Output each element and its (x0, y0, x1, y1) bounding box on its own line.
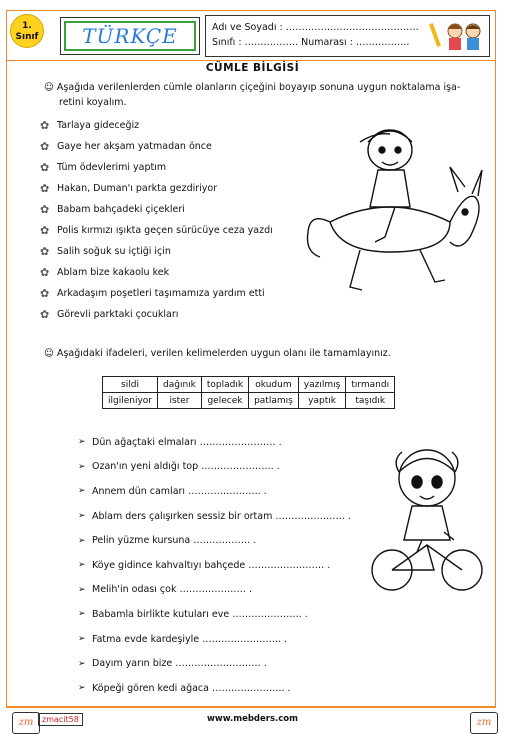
fill-in-item (78, 578, 378, 603)
arrow-bullet-icon: ➢ (78, 634, 86, 645)
word-cell: topladık (201, 377, 248, 393)
fill-in-item (78, 651, 378, 676)
flower-icon[interactable]: ✿ (40, 266, 50, 279)
grade-number: 1. (22, 21, 32, 31)
sentence-item (40, 241, 310, 262)
sentence-item (40, 283, 310, 304)
word-bank-table (102, 376, 395, 409)
fill-in-text[interactable]: Köpeği gören kedi ağaca ………………….. . (92, 682, 291, 694)
fill-in-text[interactable]: Annem dün camları ………………….. . (92, 485, 267, 497)
arrow-bullet-icon: ➢ (78, 437, 86, 448)
sentence-item (40, 136, 310, 157)
word-cell: ilgileniyor (103, 393, 158, 409)
flower-icon[interactable]: ✿ (40, 287, 50, 300)
kids-icon (429, 19, 485, 53)
fill-in-text[interactable]: Melih'in odası çok ………………… . (92, 584, 253, 596)
girl-on-bicycle-illustration (362, 440, 487, 600)
zm-logo-left: zm (12, 712, 40, 734)
word-cell: yazılmış (298, 377, 346, 393)
sentence-text: Tüm ödevlerimi yaptım (57, 162, 167, 173)
fill-in-text[interactable]: Dayım yarın bize ……………………… . (92, 658, 267, 670)
fill-in-item (78, 553, 378, 578)
fill-in-item (78, 479, 378, 504)
flower-icon[interactable]: ✿ (40, 308, 50, 321)
sentence-item (40, 157, 310, 178)
name-field[interactable]: Adı ve Soyadı : …………………………………… (212, 22, 419, 33)
arrow-bullet-icon: ➢ (78, 511, 86, 522)
fill-in-text[interactable]: Pelin yüzme kursuna ……………… . (92, 535, 257, 547)
sentence-list (40, 115, 310, 325)
fill-in-item (78, 676, 378, 701)
flower-icon[interactable]: ✿ (40, 140, 50, 153)
fill-in-text[interactable]: Ablam ders çalışırken sessiz bir ortam …………………. . (92, 510, 351, 522)
sentence-item (40, 178, 310, 199)
title-box (60, 17, 200, 55)
word-cell: sildi (103, 377, 158, 393)
word-cell: yaptık (298, 393, 346, 409)
header-divider (6, 60, 496, 61)
sentence-text: Hakan, Duman'ı parkta gezdiriyor (57, 183, 218, 194)
section-title: CÜMLE BİLGİSİ (205, 62, 300, 74)
sentence-text: Babam bahçadeki çiçekleri (57, 204, 185, 215)
arrow-bullet-icon: ➢ (78, 658, 86, 669)
sentence-text: Ablam bize kakaolu kek (57, 267, 170, 278)
fill-in-text[interactable]: Babamla birlikte kutuları eve …………………. . (92, 608, 308, 620)
part1-instruction (44, 80, 484, 110)
part1-instruction-line1: ☺ Aşağıda verilenlerden cümle olanların çiçeğini boyayıp sonuna uygun noktalama işa- (44, 82, 461, 93)
fill-in-text[interactable]: Dün ağaçtaki elmaları …………………… . (92, 436, 282, 448)
flower-icon[interactable]: ✿ (40, 245, 50, 258)
fill-in-item (78, 602, 378, 627)
fill-in-item (78, 430, 378, 455)
word-cell: patlamış (249, 393, 299, 409)
boy-on-donkey-illustration (300, 112, 490, 297)
arrow-bullet-icon: ➢ (78, 535, 86, 546)
arrow-bullet-icon: ➢ (78, 584, 86, 595)
sentence-text: Gaye her akşam yatmadan önce (57, 141, 212, 152)
arrow-bullet-icon: ➢ (78, 461, 86, 472)
subject-title: TÜRKÇE (64, 21, 196, 51)
website-link[interactable]: www.mebders.com (206, 714, 298, 724)
word-row (103, 393, 395, 409)
word-cell: ister (158, 393, 202, 409)
sentence-text: Görevli parktaki çocukları (57, 309, 179, 320)
zm-logo-right: zm (470, 712, 498, 734)
author-tag: zmacit58 (38, 713, 83, 726)
word-row (103, 377, 395, 393)
word-cell: tırmandı (346, 377, 395, 393)
word-cell: gelecek (201, 393, 248, 409)
sentence-text: Tarlaya gideceğiz (57, 120, 140, 131)
arrow-bullet-icon: ➢ (78, 609, 86, 620)
part1-instruction-line2: retini koyalım. (59, 97, 127, 108)
part2-instruction: ☺ Aşağıdaki ifadeleri, verilen kelimelerden uygun olanı ile tamamlayınız. (44, 348, 391, 359)
word-cell: taşıdık (346, 393, 395, 409)
arrow-bullet-icon: ➢ (78, 486, 86, 497)
sentence-item (40, 304, 310, 325)
footer-divider (6, 707, 496, 708)
arrow-bullet-icon: ➢ (78, 560, 86, 571)
arrow-bullet-icon: ➢ (78, 683, 86, 694)
fill-in-text[interactable]: Ozan'ın yeni aldığı top ………………….. . (92, 461, 280, 473)
sentence-item (40, 115, 310, 136)
flower-icon[interactable]: ✿ (40, 119, 50, 132)
sentence-item (40, 262, 310, 283)
fill-in-item (78, 528, 378, 553)
fill-in-item (78, 627, 378, 652)
fill-in-item (78, 455, 378, 480)
grade-badge (10, 14, 44, 48)
grade-label: Sınıf (15, 32, 39, 42)
sentence-text: Polis kırmızı ışıkta geçen sürücüye ceza yazdı (57, 225, 273, 236)
student-info-box (205, 15, 490, 57)
word-cell: okudum (249, 377, 299, 393)
sentence-text: Salih soğuk su içtiği için (57, 246, 171, 257)
flower-icon[interactable]: ✿ (40, 182, 50, 195)
class-number-field[interactable]: Sınıfı : …………….. Numarası : …………….. (212, 37, 410, 48)
fill-in-text[interactable]: Köye gidince kahvaltıyı bahçede …………………… . (92, 559, 331, 571)
flower-icon[interactable]: ✿ (40, 203, 50, 216)
word-cell: dağınık (158, 377, 202, 393)
sentence-text: Arkadaşım poşetleri taşımamıza yardım etti (57, 288, 265, 299)
fill-in-text[interactable]: Fatma evde kardeşiyle ……………………. . (92, 633, 288, 645)
sentence-item (40, 220, 310, 241)
sentence-item (40, 199, 310, 220)
flower-icon[interactable]: ✿ (40, 161, 50, 174)
fill-in-item (78, 504, 378, 529)
fill-in-list (78, 430, 378, 701)
flower-icon[interactable]: ✿ (40, 224, 50, 237)
